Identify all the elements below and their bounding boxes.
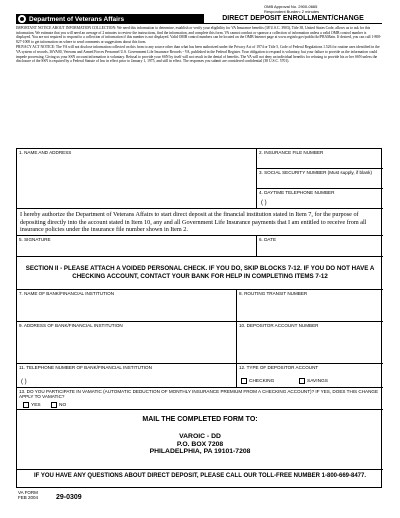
ssn-label: 3. SOCIAL SECURITY NUMBER (Must supply, if blank) — [259, 170, 373, 175]
bank-address-field[interactable] — [17, 321, 237, 363]
insurance-file-field[interactable] — [257, 149, 383, 169]
notice-block — [16, 26, 382, 65]
account-type-field — [237, 363, 383, 387]
agency-name: Department of Veterans Affairs — [29, 15, 125, 23]
form-edition: FEB 2004 — [18, 495, 39, 500]
daytime-phone-field[interactable] — [257, 189, 383, 209]
vamatic-field — [17, 387, 383, 410]
name-address-field[interactable] — [17, 149, 257, 209]
bank-name-field[interactable] — [17, 289, 237, 321]
no-option[interactable] — [51, 402, 66, 408]
privacy-act-notice: PRIVACY ACT NOTICE: The VA will not disclose information collected on this form to any source other than what has been authorized under the Privacy Act of 1974 or Title 5, Code of Federal Regulations 1.526 for routine uses identified in the VA system of records, 36VA00, Veterans and Armed Forces Personnel U.S. Government Life Insurance Records - VA, published in the Federal Register. Your obligation to respond is voluntary, but your failure to provide us the information could impede processing. Giving us your SSN account information is voluntary. Refusal to provide your SSN by itself will not result in the denial of benefits. The VA will not deny an individual benefits for refusing to provide his or her SSN unless the disclosure of the SSN is required by a Federal Statute of law in effect prior to January 1, 1975, and still in effect. The responses you submit are considered confidential (38 U.S.C. 5701). — [16, 45, 380, 64]
mailing-address-block — [17, 410, 383, 456]
omb-info — [264, 4, 396, 14]
yes-label: YES — [31, 402, 41, 408]
name-address-label: 1. NAME AND ADDRESS — [19, 150, 72, 155]
agency-logo-bar — [16, 14, 204, 24]
daytime-phone-label: 4. DAYTIME TELEPHONE NUMBER — [259, 190, 335, 195]
va-form-label: VA FORM — [18, 490, 38, 495]
date-label: 6. DATE — [259, 237, 277, 242]
insurance-file-label: 2. INSURANCE FILE NUMBER — [259, 150, 324, 155]
section-2-instructions: SECTION II - PLEASE ATTACH A VOIDED PERSONAL CHECK. IF YOU DO, SKIP BLOCKS 7-12. IF YOU DO NOT HAVE A CHECKING ACCOUNT, CONTACT YOUR BANK FOR HELP IN COMPLETING ITEMS 7-12 — [25, 265, 375, 280]
bank-phone-label: 11. TELEPHONE NUMBER OF BANK/FINANCIAL INSTITUTION — [19, 365, 152, 370]
bank-name-label: 7. NAME OF BANK/FINANCIAL INSTITUTION — [19, 291, 115, 296]
mail-line-2: P.O. BOX 7208 — [176, 440, 224, 448]
savings-checkbox[interactable] — [299, 378, 305, 384]
form-title: DIRECT DEPOSIT ENROLLMENT/CHANGE — [204, 14, 382, 24]
info-collection-notice: IMPORTANT NOTICE ABOUT INFORMATION COLLECTION: We need this information to determine, establish or verify your eligibility for VA Insurance benefits (38 U.S.C. 3903), Title 38, United States Code, allows us to ask for this information. We estimate that you will need an average of 2 minutes to review the instructions, find the information, and complete this form. VA cannot conduct or sponsor a collection of information unless a valid OMB control number is displayed. You are not required to respond to a collection of information if this number is not displayed. Valid OMB control numbers can be located on the OMB Internet page at www.reginfo.gov/public/do/PRAMain. If desired, you can call 1-800-827-1000 to get information on where to send comments or suggestions about this form. — [16, 26, 382, 44]
savings-label: SAVINGS — [307, 378, 328, 384]
signature-label: 5. SIGNATURE — [19, 237, 51, 242]
savings-option[interactable] — [299, 378, 328, 384]
checking-label: CHECKING — [249, 378, 275, 384]
omb-burden: Respondent Burden: 2 minutes — [264, 9, 320, 14]
bank-phone-paren: ( ) — [21, 379, 27, 385]
yes-option[interactable] — [23, 402, 41, 408]
mail-heading: MAIL THE COMPLETED FORM TO: — [142, 416, 258, 423]
ssn-field[interactable] — [257, 169, 383, 189]
mail-line-3: PHILADELPHIA, PA 19101-7208 — [149, 448, 251, 456]
checking-checkbox[interactable] — [241, 378, 247, 384]
va-seal-icon — [18, 15, 26, 23]
mail-line-1: VAROIC - DD — [179, 433, 221, 440]
account-number-field[interactable] — [237, 321, 383, 363]
signature-field[interactable] — [17, 235, 257, 257]
account-number-label: 10. DEPOSITOR ACCOUNT NUMBER — [239, 323, 319, 328]
bank-phone-field[interactable] — [17, 363, 237, 387]
questions-footer: IF YOU HAVE ANY QUESTIONS ABOUT DIRECT DEPOSIT, PLEASE CALL OUR TOLL-FREE NUMBER 1-800-669-8477. — [17, 469, 383, 489]
vamatic-label: 13. DO YOU PARTICIPATE IN VAMATIC (AUTOMATIC DEDUCTION OF MONTHLY INSURANCE PREMIUM FROM A CHECKING ACCOUNT)? IF YES, DOES THIS CHANGE APPLY TO VAMATIC? — [19, 389, 379, 399]
daytime-phone-paren: ( ) — [261, 200, 267, 206]
no-label: NO — [59, 402, 67, 408]
mail-address — [17, 433, 383, 456]
authorization-statement: I hereby authorize the Department of Veterans Affairs to start direct deposit at the financial institution stated in Item 7, for the purpose of depositing directly into the account stated in Item 10, any and all Government Life Insurance payments that I am entitled to receive from all insurance policies under the insurance file number shown in Item 2. — [20, 211, 367, 234]
no-checkbox[interactable] — [51, 402, 57, 408]
account-type-label: 12. TYPE OF DEPOSITOR ACCOUNT — [239, 365, 319, 370]
checking-option[interactable] — [241, 378, 274, 384]
omb-approval: OMB Approval No. 2900-0665 — [264, 4, 318, 9]
form-id: 29-0309 — [56, 494, 82, 501]
date-field[interactable] — [257, 235, 383, 257]
bank-address-label: 9. ADDRESS OF BANK/FINANCIAL INSTITUTION — [19, 323, 123, 328]
form-body — [16, 148, 382, 488]
routing-number-label: 8. ROUTING TRANSIT NUMBER — [239, 291, 308, 296]
routing-number-field[interactable] — [237, 289, 383, 321]
yes-checkbox[interactable] — [23, 402, 29, 408]
form-number-block — [18, 490, 38, 500]
